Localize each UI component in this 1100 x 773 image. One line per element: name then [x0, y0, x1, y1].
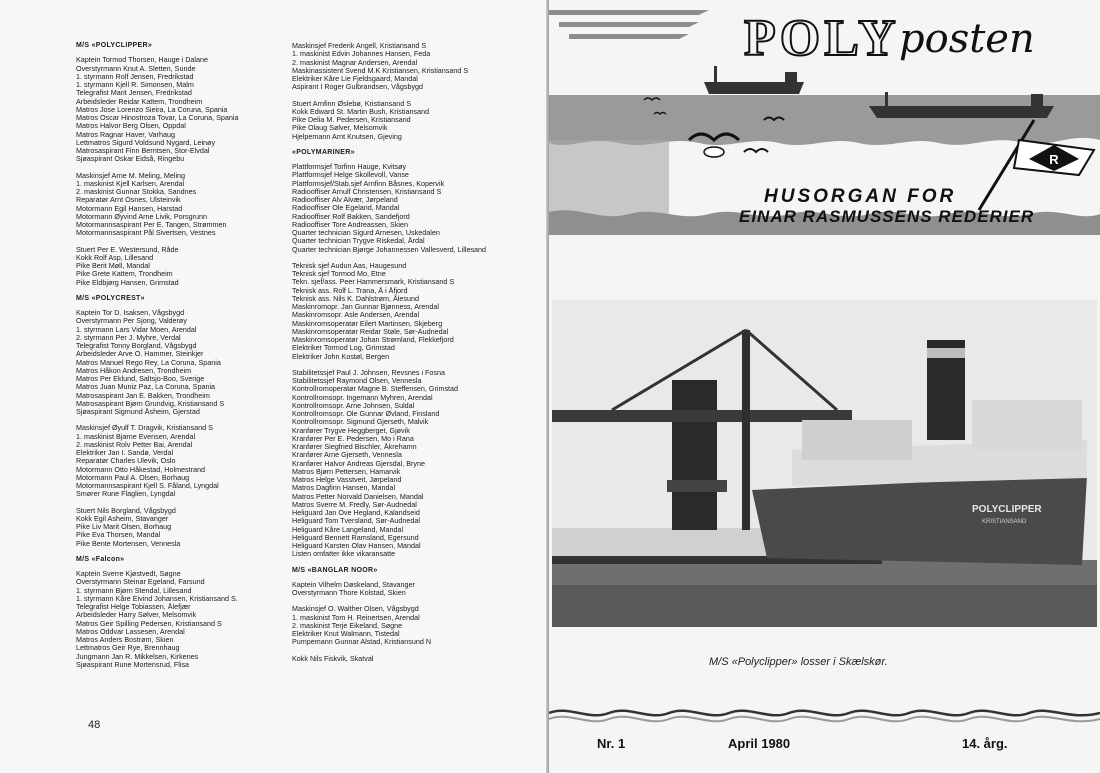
crew-entry: Kaptein Vilhelm Døskeland, Stavanger: [292, 580, 415, 589]
crew-entry: Stuert Nils Borgland, Vågsbygd: [76, 506, 176, 515]
crew-entry: Matros Jose Lorenzo Sieira, La Coruna, Spania: [76, 105, 228, 114]
crane-tower: [672, 380, 717, 530]
crew-entry: Maskinsjef Frederik Angell, Kristiansand S: [292, 42, 427, 50]
masthead: [549, 0, 1100, 250]
crew-entry: Teknisk sjef Tormod Mo, Etne: [292, 270, 386, 278]
speed-stripe: [549, 10, 709, 15]
crew-entry: Maskinsjef O. Walther Olsen, Vågsbygd: [292, 605, 419, 614]
crew-entry: Elektriker Kåre Lie Fjeldsgaard, Mandal: [292, 75, 418, 83]
crew-entry: Teknisk ass. Rolf L. Trana, Å i Åfjord: [292, 286, 408, 295]
ship-hull: [752, 475, 1087, 565]
crew-entry: Heliguard Tom Tversland, Sør-Audnedal: [292, 517, 420, 526]
dotted-pattern: [549, 140, 669, 220]
crew-entry: Heliguard Bennett Ramsland, Egersund: [292, 533, 419, 542]
crew-group: [292, 163, 532, 254]
crew-entry: Teknisk ass. Nils K. Dahlstrøm, Ålesund: [292, 294, 420, 303]
crew-entry: Pike Olaug Sølver, Melsomvik: [292, 124, 388, 133]
masthead-title-script: posten: [899, 16, 1035, 62]
crew-entry: Pike Berit Møll, Mandal: [76, 262, 150, 270]
right-page: [549, 0, 1100, 773]
crew-group: [292, 42, 532, 92]
speed-stripe: [569, 34, 689, 39]
crew-entry: 1. styrmann Rolf Jensen, Fredrikstad: [76, 72, 194, 81]
crew-entry: Kontrollromsopr. Arne Johnsen, Suldal: [292, 401, 415, 410]
crew-entry: Matros Helge Vasstveit, Jørpeland: [292, 476, 402, 484]
crew-entry: 1. styrmann Kjell R. Simonsen, Malm: [76, 81, 194, 89]
crew-entry: Matros Oddvar Lassesen, Arendal: [76, 627, 185, 636]
crew-group: [76, 172, 276, 238]
crew-entry: Heliguard Jan Ove Hegland, Kalandseid: [292, 509, 420, 517]
ship-name: POLYCLIPPER: [972, 504, 1042, 515]
crew-entry: Kokk Rolf Asp, Lillesand: [76, 253, 154, 262]
flag-letter: R: [1049, 152, 1059, 167]
crew-entry: 1. styrmann Lars Vidar Moen, Arendal: [76, 325, 197, 334]
seagull-body: [704, 147, 724, 157]
ship-bridge-house: [972, 400, 1082, 450]
crew-entry: Elektriker Knut Walmann, Tistedal: [292, 630, 400, 638]
crew-entry: Kokk Egil Asheim, Stavanger: [76, 514, 169, 523]
crew-entry: Telegrafist Marit Jensen, Fredrikstad: [76, 89, 192, 98]
crew-entry: Elektriker Jan I. Sandø, Verdal: [76, 449, 174, 457]
crew-entry: Elektriker John Kostøl, Bergen: [292, 352, 390, 361]
masthead-subtitle-1: HUSORGAN FOR: [764, 186, 957, 207]
crew-entry: 1. styrmann Kåre Eivind Johansen, Kristiansand S.: [76, 594, 238, 603]
crew-group: [292, 605, 532, 646]
crew-group: [76, 309, 276, 416]
crew-entry: Motormannsaspirant Pål Sivertsen, Vestnes: [76, 229, 216, 238]
speed-stripe: [559, 22, 699, 27]
crew-entry: Listen omfatter ikke vikaransatte: [292, 550, 396, 559]
crew-entry: Kaptein Tor D. Isaksen, Vågsbygd: [76, 309, 185, 317]
crew-group: [76, 56, 276, 163]
ship-section-title: M/S «BANGLAR NOOR»: [292, 566, 378, 574]
crew-group: [292, 262, 532, 361]
crew-group: [292, 581, 532, 598]
volume-year: 14. årg.: [962, 736, 1008, 751]
crew-entry: Matros Oscar Hinostroza Tovar, La Coruna, Spania: [76, 114, 239, 122]
crew-entry: 2. maskinist Terje Eikeland, Søgne: [292, 621, 403, 630]
crew-entry: 2. maskinist Gunnar Stokka, Sandnes: [76, 188, 197, 196]
crew-entry: Motormannsaspirant Per E. Tangen, Strømmen: [76, 221, 227, 229]
crew-entry: Matros Håkon Andresen, Trondheim: [76, 366, 192, 375]
crew-entry: Radiooffiser Arnulf Christensen, Kristiansand S: [292, 187, 442, 196]
crew-entry: 2. maskinist Magnar Andersen, Arendal: [292, 58, 418, 67]
crew-entry: Tekn. sjef/ass. Peer Hammersmark, Kristiansand S: [292, 278, 455, 287]
crew-entry: Matrosaspirant Finn Berntsen, Stor-Elvdal: [76, 147, 210, 155]
ship-section: [292, 567, 532, 663]
crew-entry: Kranfører Halvor Andreas Gjersdal, Bryne: [292, 459, 426, 468]
tanker-ship-right: [869, 106, 1054, 118]
crew-entry: Pike Eva Thorsen, Mandal: [76, 531, 161, 540]
crew-entry: Heliguard Karsten Olav Hansen, Mandal: [292, 542, 421, 550]
crew-entry: Arbeidsleder Arve O. Hammer, Steinkjer: [76, 350, 204, 359]
crew-entry: Matros Anders Bostrøm, Skien: [76, 636, 174, 644]
crew-entry: Arbeidsleder Harry Sølver, Melsomvik: [76, 611, 197, 620]
crane-hopper: [667, 480, 727, 492]
crew-list-column-2: [292, 42, 532, 671]
crew-group: [76, 507, 276, 548]
ship-section-title: M/S «POLYCLIPPER»: [76, 42, 153, 49]
ship-section-title: «POLYMARINER»: [292, 148, 355, 156]
crew-entry: Kranfører Siegfried Bischler, Åkrehamn: [292, 443, 417, 451]
masthead-subtitle-2: EINAR RASMUSSENS REDERIER: [739, 207, 1035, 226]
crew-entry: Radiooffiser Alv Alvær, Jørpeland: [292, 196, 398, 204]
crew-entry: Kokk Edward St. Martin Bush, Kristiansand: [292, 107, 430, 116]
ship-section: [76, 42, 276, 287]
crew-entry: Quarter technician Bjørge Johannessen Vallesverd, Lillesand: [292, 245, 487, 254]
crew-entry: Stabilitetssjef Paul J. Johnsen, Revsnes i Fosna: [292, 368, 446, 377]
crew-entry: Radiooffiser Ole Egeland, Mandal: [292, 204, 400, 213]
crew-entry: Kontrollromsopr. Sigmund Gjerseth, Malvik: [292, 418, 429, 427]
crew-entry: Kokk Nils Fiskvik, Skatval: [292, 654, 374, 663]
crew-entry: Lettmatros Sigurd Voldsund Nygard, Leinøy: [76, 138, 216, 147]
ship-section: [292, 149, 532, 559]
crew-entry: Stuert Per E. Westersund, Råde: [76, 245, 179, 254]
ship-section: [76, 295, 276, 548]
crew-entry: 1. maskinist Bjarne Evensen, Arendal: [76, 432, 196, 441]
crew-group: [76, 424, 276, 498]
crew-entry: Maskinromsopr. Asle Andersen, Arendal: [292, 311, 420, 320]
crew-entry: Elektriker Tormod Log, Grimstad: [292, 344, 395, 353]
crew-entry: Quarter technician Trygve Riskedal, Årdal: [292, 237, 425, 246]
crew-entry: Pike Grete Kattem, Trondheim: [76, 270, 173, 279]
crew-entry: Pike Delia M. Pedersen, Kristiansand: [292, 116, 411, 124]
crew-entry: Pumpemann Gunnar Alstad, Kristiansund N: [292, 638, 432, 647]
crew-group: [76, 570, 276, 669]
crew-list-column-1: [76, 38, 276, 677]
ship-section-title: M/S «POLYCREST»: [76, 294, 145, 302]
crew-entry: Matros Halvor Berg Olsen, Oppdal: [76, 122, 186, 131]
crew-entry: Plattformsjef/Stab.sjef Arnfinn Båsnes, Kopervik: [292, 179, 445, 188]
crew-group: [76, 246, 276, 287]
ship-section: [76, 556, 276, 669]
crew-entry: Telegrafist Helge Tobiassen, Ålefjær: [76, 603, 191, 611]
crew-entry: 2. styrmann Per J. Myhre, Verdal: [76, 333, 181, 342]
crew-entry: Maskinromsoperatør Reidar Støle, Sør-Audnedal: [292, 327, 449, 336]
crew-entry: Kontrollromsopr. Ingemann Myhren, Arendal: [292, 393, 433, 402]
crew-entry: Quarter technician Sigurd Arnesen, Uskedalen: [292, 229, 440, 237]
crew-entry: Maskinromopr. Jan Gunnar Bjønness, Arendal: [292, 303, 440, 311]
funnel-band: [927, 348, 965, 358]
masthead-title-main: POLY: [744, 10, 900, 67]
crew-entry: Matros Ragnar Haver, Varhaug: [76, 130, 175, 139]
crew-entry: Stabilitetssjef Raymond Olsen, Vennesla: [292, 377, 422, 385]
crew-entry: Plattformsjef Helge Skollevoll, Vanse: [292, 171, 409, 180]
crew-entry: 2. maskinist Rolv Petter Bai, Arendal: [76, 440, 193, 449]
crew-entry: Overstyrmann Steinar Egeland, Farsund: [76, 578, 205, 587]
left-page: [0, 0, 548, 773]
crew-entry: Matros Geir Spilling Pedersen, Kristiansand S: [76, 619, 222, 628]
ship-section: [292, 42, 532, 141]
crew-entry: Matros Sverre M. Fredly, Sør-Audnedal: [292, 500, 417, 509]
crew-entry: Maskinromsoperatør Eilert Martinsen, Skjeberg: [292, 319, 443, 328]
crew-entry: Maskinsjef Øyulf T. Dragvik, Kristiansand S: [76, 424, 213, 433]
crew-group: [292, 100, 532, 141]
crew-entry: Arbeidsleder Reidar Kattem, Trondheim: [76, 97, 203, 106]
crew-entry: Kranfører Per E. Pedersen, Mo i Rana: [292, 434, 414, 443]
crew-entry: Matros Juan Muniz Paz, La Coruna, Spania: [76, 383, 216, 392]
crew-entry: Smører Rune Flaglien, Lyngdal: [76, 490, 176, 499]
crew-entry: Matros Manuel Rego Rey, La Coruna, Spania: [76, 358, 221, 367]
crew-entry: Kaptein Sverre Kjøstvedt, Søgne: [76, 570, 181, 578]
crew-entry: Matros Per Eklund, Saltsjo-Boo, Sverige: [76, 375, 205, 383]
crew-entry: Overstyrmann Knut A. Sletten, Sunde: [76, 64, 196, 73]
crew-entry: Aspirant I Roger Gulbrandsen, Vågsbygd: [292, 83, 424, 92]
ship-mast: [714, 66, 717, 82]
crew-entry: Pike Liv Marit Olsen, Borhaug: [76, 523, 172, 531]
crew-entry: Maskinassistent Svend M.K Kristiansen, Kristiansand S: [292, 66, 469, 75]
issue-date: April 1980: [728, 736, 791, 751]
crane-mast: [742, 330, 750, 530]
crew-entry: Telegrafist Tonny Borgland, Vågsbygd: [76, 342, 197, 350]
ship-bridge: [785, 72, 797, 82]
crew-entry: Heliguard Kåre Langeland, Mandal: [292, 525, 404, 534]
ship-bridge: [1031, 94, 1043, 106]
bottom-wave-border: [549, 703, 1100, 723]
crew-entry: Overstyrmann Per Sjong, Valderøy: [76, 317, 187, 326]
crew-entry: Pike Eldbjørg Hansen, Grimstad: [76, 278, 179, 287]
crew-entry: Teknisk sjef Audun Aas, Haugesund: [292, 261, 407, 270]
crew-entry: Matros Dagfinn Hansen, Mandal: [292, 484, 396, 493]
crew-entry: Maskinsjef Arne M. Meling, Meling: [76, 171, 186, 180]
crew-entry: Matros Petter Norvald Danielsen, Mandal: [292, 492, 424, 501]
seagull-icon: [744, 149, 768, 152]
ship-photo: [552, 300, 1097, 627]
crew-entry: Motormann Otto Håkestad, Holmestrand: [76, 465, 206, 474]
crew-entry: Matrosaspirant Bjørn Grundvig, Kristiansand S: [76, 399, 225, 408]
crew-entry: 1. maskinist Kjell Karlsen, Arendal: [76, 179, 185, 188]
crew-entry: Lettmatros Geir Rye, Brennhaug: [76, 644, 180, 653]
sea-band: [549, 95, 1100, 145]
crew-entry: Sjøaspirant Sigmund Åsheim, Gjerstad: [76, 408, 200, 416]
crew-entry: Motormannsaspirant Kjell S. Fåland, Lyngdal: [76, 482, 219, 490]
crew-entry: Radiooffiser Rolf Bakken, Sandefjord: [292, 212, 410, 221]
photo-water-dark: [552, 585, 1097, 627]
crew-entry: Motormann Egil Hansen, Harstad: [76, 204, 183, 213]
crew-entry: Maskinromsoperatør Johan Strømland, Flekkefjord: [292, 336, 454, 344]
crew-entry: Radiooffiser Tore Andreassen, Skien: [292, 220, 409, 229]
ship-mast: [885, 92, 888, 106]
crew-group: [292, 655, 532, 663]
crew-entry: Motormann Øyvind Arne Livik, Porsgrunn: [76, 212, 208, 221]
crew-entry: Hjelpemann Arnt Knutsen, Gjeving: [292, 132, 402, 141]
ship-section-title: M/S «Falcon»: [76, 555, 125, 563]
crew-entry: Sjøaspirant Oskar Eidså, Ringebu: [76, 155, 185, 164]
crew-entry: Kranfører Arne Gjerseth, Vennesla: [292, 451, 402, 460]
crew-entry: 1. styrmann Bjørn Stendal, Lillesand: [76, 586, 192, 595]
crew-group: [292, 369, 532, 559]
crew-entry: Reparatør Charles Ulevik, Oslo: [76, 457, 176, 466]
crew-entry: Jungmann Jan R. Mikkelsen, Kirkenes: [76, 652, 199, 661]
ship-superstructure: [802, 420, 912, 460]
issue-number: Nr. 1: [597, 736, 626, 751]
crew-entry: 1. maskinist Edvin Johannes Hansen, Feda: [292, 50, 431, 59]
crew-entry: Motormann Paul A. Olsen, Borhaug: [76, 473, 190, 482]
crew-entry: Sjøaspirant Rune Mortensrud, Flisa: [76, 660, 190, 669]
crew-entry: Kaptein Tormod Thorsen, Hauge i Dalane: [76, 56, 208, 65]
photo-caption: M/S «Polyclipper» losser i Skælskør.: [709, 656, 888, 668]
crew-entry: 1. maskinist Tom H. Reinertsen, Arendal: [292, 613, 420, 622]
page-number: 48: [88, 719, 101, 731]
crew-entry: Kontrollromoperatør Magne B. Steffensen, Grimstad: [292, 385, 459, 394]
crew-entry: Matros Bjørn Pettersen, Hamarvik: [292, 467, 401, 476]
tanker-ship-left: [704, 82, 804, 94]
crew-entry: Plattformsjef Torfinn Hauge, Kvitsøy: [292, 163, 407, 171]
ship-port: KRISTIANSAND: [982, 519, 1027, 525]
crew-entry: Overstyrmann Thore Kolstad, Skien: [292, 589, 406, 597]
crew-entry: Stuert Arnfinn Øslebø, Kristiansand S: [292, 99, 412, 108]
crew-entry: Kontrollromsopr. Ole Gunnar Øvland, Finsland: [292, 410, 440, 418]
crew-entry: Pike Bente Mortensen, Vennesla: [76, 539, 181, 548]
crew-entry: Reparatør Arnt Osnes, Ulsteinvik: [76, 196, 181, 205]
crew-entry: Kranfører Trygve Heggberget, Gjøvik: [292, 426, 410, 435]
crew-entry: Matrosaspirant Jan E. Bakken, Trondheim: [76, 391, 210, 400]
